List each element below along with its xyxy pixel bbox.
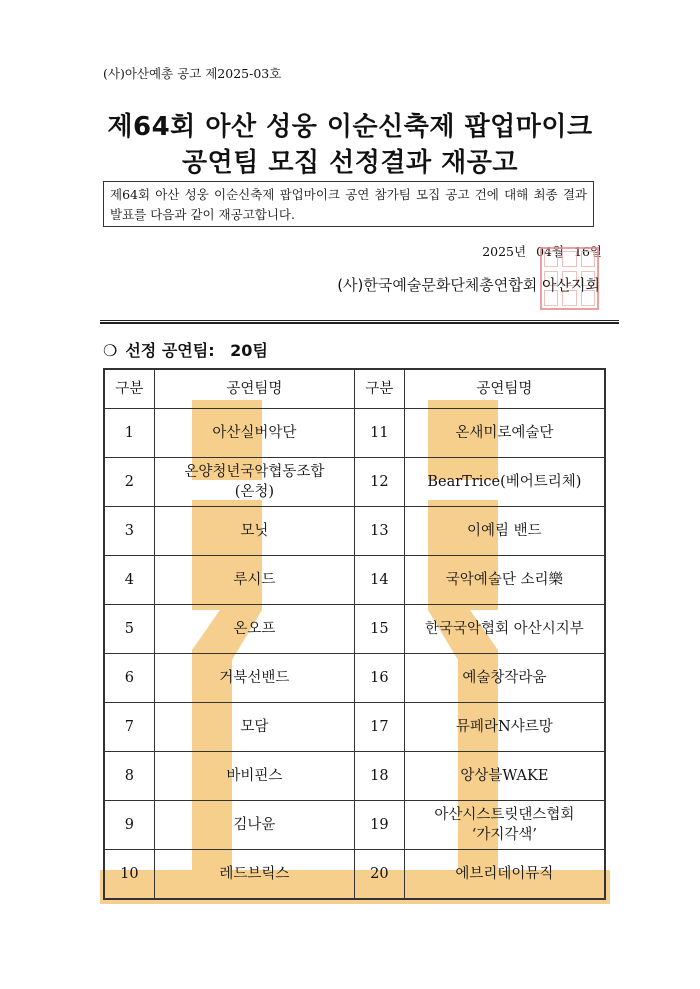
cell-no: 14 <box>354 556 404 605</box>
cell-team: 온새미로예술단 <box>404 409 605 458</box>
cell-team: 김나윤 <box>154 801 354 850</box>
cell-team: BearTrice(베어트리체) <box>404 458 605 507</box>
cell-no: 7 <box>104 703 154 752</box>
cell-team: 아산실버악단 <box>154 409 354 458</box>
cell-team: 앙상블WAKE <box>404 752 605 801</box>
cell-no: 1 <box>104 409 154 458</box>
cell-team: 모담 <box>154 703 354 752</box>
section-heading <box>103 338 268 361</box>
cell-no: 6 <box>104 654 154 703</box>
table-row <box>104 850 605 900</box>
cell-team: 온양청년국악협동조합 (온청) <box>154 458 354 507</box>
cell-no: 16 <box>354 654 404 703</box>
table-row <box>104 752 605 801</box>
table-row <box>104 409 605 458</box>
page-title-line2: 공연팀 모집 선정결과 재공고 <box>181 148 519 178</box>
cell-team: 이예림 밴드 <box>404 507 605 556</box>
cell-no: 19 <box>354 801 404 850</box>
cell-team: 바비핀스 <box>154 752 354 801</box>
cell-no: 10 <box>104 850 154 900</box>
cell-team: 한국국악협회 아산시지부 <box>404 605 605 654</box>
cell-no: 3 <box>104 507 154 556</box>
cell-team: 뮤페라N샤르망 <box>404 703 605 752</box>
cell-team: 예술창작라움 <box>404 654 605 703</box>
table-header-row <box>104 369 605 409</box>
cell-no: 15 <box>354 605 404 654</box>
notice-number: (사)아산예총 공고 제2025-03호 <box>103 66 282 81</box>
table-row <box>104 556 605 605</box>
header-no-2: 구분 <box>354 369 404 409</box>
bullet-circle-icon: ❍ <box>103 341 118 360</box>
table-row <box>104 801 605 850</box>
table-row <box>104 654 605 703</box>
page-title-line1: 제64회 아산 성웅 이순신축제 팝업마이크 <box>107 112 593 142</box>
cell-no: 18 <box>354 752 404 801</box>
cell-team: 국악예술단 소리樂 <box>404 556 605 605</box>
cell-no: 8 <box>104 752 154 801</box>
cell-team: 레드브릭스 <box>154 850 354 900</box>
cell-team: 루시드 <box>154 556 354 605</box>
header-team-1: 공연팀명 <box>154 369 354 409</box>
cell-team: 온오프 <box>154 605 354 654</box>
cell-no: 17 <box>354 703 404 752</box>
cell-team: 모닛 <box>154 507 354 556</box>
summary-box: 제64회 아산 성웅 이순신축제 팝업마이크 공연 참가팀 모집 공고 건에 대해 최종 결과 발표를 다음과 같이 재공고합니다. <box>103 181 594 227</box>
table-row <box>104 507 605 556</box>
organization-name: (사)한국예술문화단체총연합회 아산지회 <box>337 276 600 294</box>
table-row <box>104 703 605 752</box>
cell-no: 12 <box>354 458 404 507</box>
cell-no: 5 <box>104 605 154 654</box>
cell-team: 거북선밴드 <box>154 654 354 703</box>
divider-double <box>100 320 619 324</box>
announcement-date: 2025년 04월 16일 <box>482 244 602 259</box>
header-team-2: 공연팀명 <box>404 369 605 409</box>
section-label: 선정 공연팀: <box>125 341 215 360</box>
table-row <box>104 458 605 507</box>
cell-no: 9 <box>104 801 154 850</box>
cell-no: 4 <box>104 556 154 605</box>
cell-no: 11 <box>354 409 404 458</box>
cell-no: 13 <box>354 507 404 556</box>
cell-no: 2 <box>104 458 154 507</box>
team-count: 20팀 <box>230 341 268 360</box>
table-row <box>104 605 605 654</box>
cell-team: 에브리데이뮤직 <box>404 850 605 900</box>
results-table <box>103 368 606 900</box>
header-no-1: 구분 <box>104 369 154 409</box>
cell-team: 아산시스트릿댄스협회 ‘가지각색’ <box>404 801 605 850</box>
cell-no: 20 <box>354 850 404 900</box>
